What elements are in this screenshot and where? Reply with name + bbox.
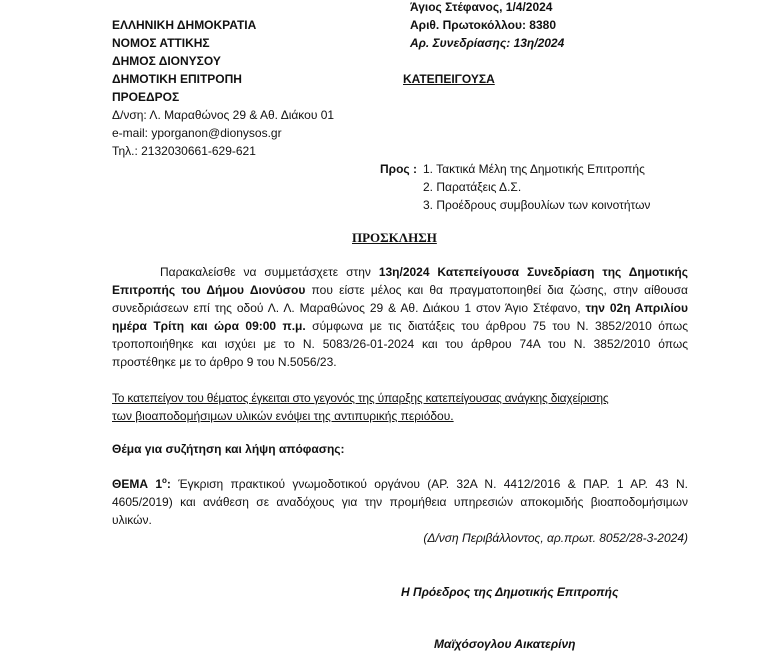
topic-colon: : bbox=[166, 477, 171, 491]
document-title: ΠΡΟΣΚΛΗΣΗ bbox=[352, 230, 437, 245]
header-country: ΕΛΛΗΝΙΚΗ ΔΗΜΟΚΡΑΤΙΑ bbox=[112, 18, 257, 32]
recipient-item: 1. Τακτικά Μέλη της Δημοτικής Επιτροπής bbox=[423, 162, 645, 176]
header-committee: ΔΗΜΟΤΙΚΗ ΕΠΙΤΡΟΠΗ bbox=[112, 72, 242, 86]
session-number: Αρ. Συνεδρίασης: 13η/2024 bbox=[410, 36, 565, 50]
header-president: ΠΡΟΕΔΡΟΣ bbox=[112, 90, 180, 104]
protocol-number: Αριθ. Πρωτοκόλλου: 8380 bbox=[410, 18, 556, 32]
topic-source: (Δ/νση Περιβάλλοντος, αρ.πρωτ. 8052/28-3-2024) bbox=[423, 531, 688, 545]
session-title: 13η/2024 Κατεπείγουσα Συνεδρίαση της Δημοτικής Επιτροπής του Δήμου Διονύσου bbox=[112, 265, 688, 297]
recipients-label: Προς : bbox=[380, 162, 417, 176]
urgent-label: ΚΑΤΕΠΕΙΓΟΥΣΑ bbox=[403, 72, 495, 86]
topics-heading: Θέμα για συζήτηση και λήψη απόφασης: bbox=[112, 442, 345, 456]
header-email: e-mail: yporganon@dionysos.gr bbox=[112, 126, 282, 140]
recipient-item: 3. Προέδρους συμβουλίων των κοινοτήτων bbox=[423, 198, 651, 212]
header-municipality: ΔΗΜΟΣ ΔΙΟΝΥΣΟΥ bbox=[112, 54, 221, 68]
topic-1 bbox=[112, 475, 688, 529]
header-phone: Τηλ.: 2132030661-629-621 bbox=[112, 144, 256, 158]
legal-basis-text: σύμφωνα με τις διατάξεις του άρθρου 75 του Ν. 3852/2010 όπως τροποποιήθηκε και ισχύει με το Ν. 5083/26-01-2024 και του άρθρου 74Α του Ν. 3852/2010 όπως προστέθηκε με το άρθρο 9 του Ν.5056/23. bbox=[112, 319, 688, 369]
urgency-line: των βιοαποδομήσιμων υλικών ενόψει της αντιπυρικής περιόδου. bbox=[112, 409, 454, 423]
topic-text: Έγκριση πρακτικού γνωμοδοτικού οργάνου (ΑΡ. 32Α Ν. 4412/2016 & ΠΑΡ. 1 ΑΡ. 43 Ν. 4605/2019) και ανάθεση σε αναδόχους για την προμήθεια υπηρεσιών αποκομιδής βιοαποδομήσιμων υλικών. bbox=[112, 477, 688, 527]
recipient-item: 2. Παρατάξεις Δ.Σ. bbox=[423, 180, 522, 194]
signature-role: Η Πρόεδρος της Δημοτικής Επιτροπής bbox=[401, 585, 619, 599]
place-date: Άγιος Στέφανος, 1/4/2024 bbox=[410, 0, 553, 14]
urgency-line: Το κατεπείγον του θέματος έγκειται στο γεγονός της ύπαρξης κατεπείγουσας ανάγκης διαχείρισης bbox=[112, 391, 609, 405]
invitation-text: Παρακαλείσθε να συμμετάσχετε στην bbox=[160, 265, 379, 279]
topic-label: ΘΕΜΑ 1 bbox=[112, 477, 162, 491]
meeting-datetime: την 02η Απριλίου ημέρα Τρίτη και ώρα 09:00 π.μ. bbox=[112, 301, 688, 333]
signature-name: Μαϊχόσογλου Αικατερίνη bbox=[434, 637, 576, 651]
topic-ordinal: ο bbox=[162, 476, 167, 485]
invitation-text: που είστε μέλος και θα πραγματοποιηθεί δια ζώσης, στην αίθουσα συνεδριάσεων επί της οδού Λ. Λ. Μαραθώνος 29 & Αθ. Διάκου 1 στον Άγιο Στέφανο, bbox=[112, 283, 688, 315]
invitation-paragraph bbox=[112, 263, 688, 371]
header-prefecture: ΝΟΜΟΣ ΑΤΤΙΚΗΣ bbox=[112, 36, 210, 50]
header-address: Δ/νση: Λ. Μαραθώνος 29 & Αθ. Διάκου 01 bbox=[112, 108, 335, 122]
